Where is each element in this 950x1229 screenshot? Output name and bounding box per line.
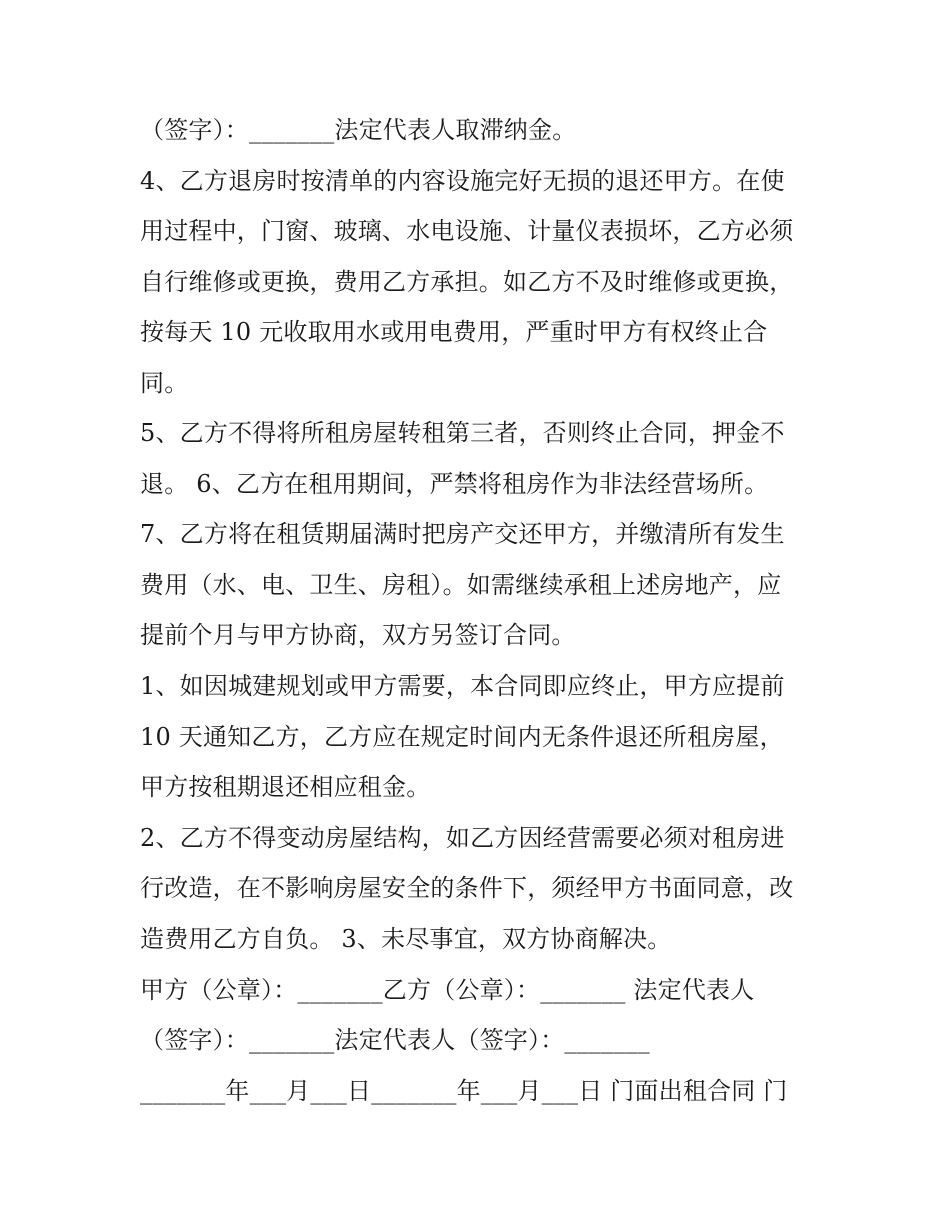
text-line: （签字）：_______法定代表人（签字）：_______ (140, 1026, 650, 1054)
text-line: 甲方按租期退还相应租金。 (140, 773, 431, 801)
text-line: _______年___月___日_______年___月___日 门面出租合同 门 (140, 1077, 788, 1105)
text-line: 7、乙方将在租赁期届满时把房产交还甲方，并缴清所有发生 (140, 520, 785, 548)
text-line: 甲方（公章）：_______乙方（公章）：_______ 法定代表人 (140, 976, 755, 1004)
text-line: 1、如因城建规划或甲方需要，本合同即应终止，甲方应提前 (140, 672, 785, 700)
text-line: 退。 6、乙方在租用期间，严禁将租房作为非法经营场所。 (140, 470, 769, 498)
text-line: 2、乙方不得变动房屋结构，如乙方因经营需要必须对租房进 (140, 824, 785, 852)
text-line: 自行维修或更换，费用乙方承担。如乙方不及时维修或更换， (140, 268, 794, 296)
text-line: 10 天通知乙方，乙方应在规定时间内无条件退还所租房屋， (140, 723, 784, 751)
text-line: 造费用乙方自负。 3、未尽事宜，双方协商解决。 (140, 925, 672, 953)
text-line: 用过程中，门窗、玻璃、水电设施、计量仪表损坏，乙方必须 (140, 217, 794, 245)
text-line: 费用（水、电、卫生、房租）。如需继续承租上述房地产，应 (140, 571, 782, 599)
text-line: 按每天 10 元收取用水或用电费用，严重时甲方有权终止合 (140, 318, 768, 346)
text-line: 同。 (140, 369, 189, 397)
text-line: 提前个月与甲方协商，双方另签订合同。 (140, 621, 576, 649)
text-line: 5、乙方不得将所租房屋转租第三者，否则终止合同，押金不 (140, 419, 785, 447)
text-line: 行改造，在不影响房屋安全的条件下，须经甲方书面同意，改 (140, 874, 794, 902)
text-line: （签字）：_______法定代表人取滞纳金。 (140, 116, 577, 144)
text-line: 4、乙方退房时按清单的内容设施完好无损的退还甲方。在使 (140, 167, 785, 195)
